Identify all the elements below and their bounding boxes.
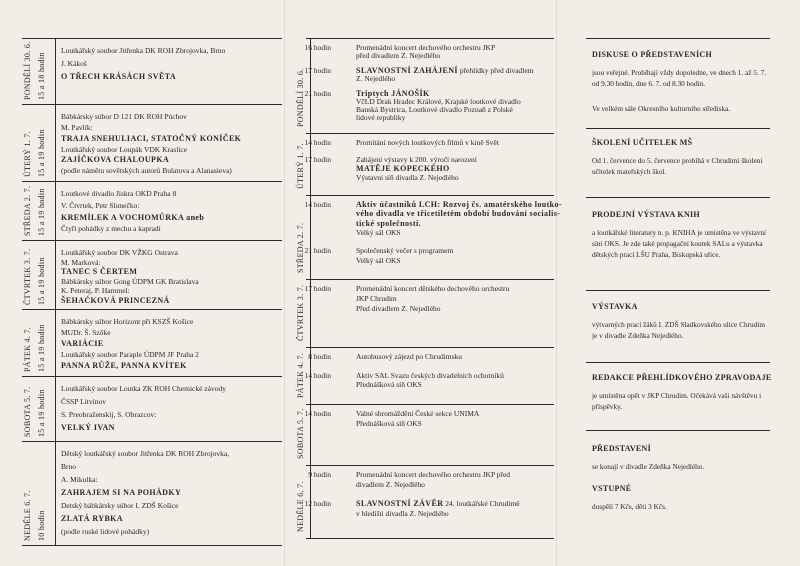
event-title-text: vého divadla ve třicetiletém období budování socialis- — [356, 209, 561, 219]
info-text: jsou veřejné. Probíhají vždy dopoledne, ve dnech 1. až 5. 7. od 9.30 hodin, dne 6. 7. od 8.30 hodin. — [592, 68, 767, 88]
middle-day-label-text: PÁTEK 4. 7. — [296, 352, 305, 398]
info-divider — [586, 38, 770, 39]
performance-title-text: KREMÍLEK A VOCHOMŮRKA aneb — [61, 212, 205, 222]
info-divider — [586, 362, 770, 363]
middle-day-label-text: ČTVRTEK 3. 7. — [296, 284, 305, 341]
event-hour: 21 hodin — [304, 246, 331, 256]
event-line — [356, 51, 440, 61]
performance-line-text: A. Mikulka: — [61, 475, 98, 484]
performance-line-text: Loutkářský soubor Paraple ÚDPM JF Praha 2 — [61, 350, 199, 359]
info-text: se konají v divadle Zdeňka Nejedlého. — [592, 462, 705, 471]
performance-line — [61, 277, 199, 287]
left-vertical-rule — [55, 38, 56, 545]
event-line-text: Velký sál OKS — [356, 228, 401, 238]
event-line-text: Velký sál OKS — [356, 255, 401, 265]
event-line-text: Přednášková síň OKS — [356, 380, 422, 390]
info-text: dospělí 7 Kčs, děti 3 Kčs. — [592, 502, 667, 511]
performance-line-text: Bábkársky súbor D 121 DK ROH Púchov — [61, 112, 187, 121]
performance-line-text: ČSSP Litvínov — [61, 397, 106, 406]
info-heading: PRODEJNÍ VÝSTAVA KNIH — [592, 210, 700, 219]
event-hour: 8 hodin — [308, 352, 331, 361]
left-day-label-text: STŘEDA 2. 7. — [23, 185, 32, 236]
performance-line — [61, 59, 87, 69]
event-line-text: Z. Nejedlého — [356, 73, 396, 83]
performance-line-text: Detský bábkársky súbor I. ZDŠ Košice — [61, 501, 179, 510]
event-line-text: před divadlem Z. Nejedlého — [356, 50, 441, 60]
left-divider — [22, 376, 282, 377]
performance-title — [61, 267, 137, 277]
performance-line — [61, 317, 193, 327]
left-day-label-hours-text: 15 a 19 hodin — [37, 257, 46, 305]
performance-line — [61, 189, 176, 199]
event-line-text: Před divadlem Z. Nejedlého — [356, 304, 441, 313]
middle-day-label-text: ÚTERÝ 1. 7. — [296, 143, 305, 189]
middle-divider — [306, 347, 554, 348]
performance-line-text: K. Peteraj, P. Hammel: — [61, 286, 130, 295]
info-heading: REDAKCE PŘEHLÍDKOVÉHO ZPRAVODAJE — [592, 373, 772, 382]
performance-line-text: M. Marková: — [61, 257, 101, 267]
event-hour: 17 hodin — [304, 284, 331, 293]
performance-line — [61, 449, 229, 459]
performance-line-text: Čtyři pohádky z mechu a kapradí — [61, 224, 161, 234]
performance-line — [61, 328, 111, 338]
event-hour: 17 hodin — [304, 66, 331, 76]
event-title-text: tické společnosti. — [356, 218, 421, 228]
left-day-label-hours-text: 15 a 19 hodin — [37, 129, 46, 177]
left-day-label-text: PONDĚLÍ 30. 6. — [23, 41, 32, 100]
performance-line-text: V. Čtvrtek, Petr Slunečko: — [61, 200, 140, 210]
event-line — [356, 371, 504, 381]
performance-line — [61, 258, 101, 268]
middle-day-label-text: STŘEDA 2. 7. — [296, 222, 305, 273]
event-hour: 16 hodin — [304, 43, 331, 52]
performance-title-text: PANNA RŮŽE, PANNA KVÍTEK — [61, 361, 187, 370]
event-title — [356, 209, 560, 219]
performance-line-text: Loutkové divadlo Jiskra OKD Praha 8 — [61, 189, 177, 198]
event-hour: 14 hodin — [304, 200, 331, 209]
left-divider — [22, 38, 282, 39]
event-line — [356, 228, 401, 238]
info-heading: PŘEDSTAVENÍ — [592, 444, 652, 453]
event-line-text: JKP Chrudim — [356, 294, 397, 303]
performance-line — [61, 145, 187, 155]
info-heading: DISKUSE O PŘEDSTAVENÍCH — [592, 50, 712, 59]
left-divider — [22, 104, 282, 105]
performance-line-text: S. Preobraženskij, S. Obrazcov: — [61, 410, 157, 419]
performance-line-text: Dětský loutkářský soubor Jitřenka DK ROH Zbrojovka, — [61, 449, 230, 458]
event-title — [356, 219, 421, 229]
info-divider — [586, 430, 770, 431]
event-line — [356, 113, 405, 123]
event-line-text: Aktiv SAL Svazu českých divadelních ochotníků — [356, 370, 504, 380]
performance-line — [61, 112, 187, 122]
left-day-label-text: PÁTEK 4. 7. — [23, 326, 32, 372]
event-title-text: SLAVNOSTNÍ ZÁVĚR — [356, 499, 444, 508]
performance-title — [61, 155, 169, 165]
event-line — [356, 409, 479, 419]
performance-line-text: MUDr. Š. Szőke — [61, 328, 111, 337]
event-line-text: Zahájení výstavy k 200. výročí narození — [356, 155, 477, 165]
event-line-text: lidové republiky — [356, 112, 406, 122]
event-line — [356, 480, 425, 490]
middle-divider — [306, 404, 554, 405]
performance-title — [61, 423, 115, 433]
event-line — [356, 284, 509, 294]
event-line-text: Promenádní koncert dětského dechového orchestru — [356, 284, 510, 293]
event-line — [356, 470, 510, 480]
performance-line — [61, 286, 130, 296]
middle-day-label-text: PONDĚLÍ 30. 6. — [296, 68, 305, 127]
performance-line-text: (podle ruské lidové pohádky) — [61, 527, 150, 536]
performance-line — [61, 224, 161, 234]
performance-title-text: ZAJÍČKOVA CHALOUPKA — [61, 155, 170, 165]
performance-title-text: VARIÁCIE — [61, 339, 104, 348]
info-text: je umístěna opět v JKP Chrudim. Očekává vaši návštěvu i příspěvky. — [592, 391, 762, 411]
event-hour: 12 hodin — [304, 499, 331, 508]
left-divider — [22, 181, 282, 182]
left-divider — [22, 441, 282, 442]
event-line-text: Valné shromáždění České sekce UNIMA — [356, 409, 480, 418]
info-divider — [586, 128, 770, 129]
performance-title — [61, 339, 104, 349]
left-divider — [22, 240, 282, 241]
info-text: Ve velkém sále Okresního kulturního střediska. — [592, 104, 731, 113]
info-heading: ŠKOLENÍ UČITELEK MŠ — [592, 138, 693, 147]
performance-title-text: ZAHRAJEM SI NA POHÁDKY — [61, 488, 182, 497]
middle-day-label-text: SOBOTA 5. 7. — [296, 408, 305, 459]
info-text: Od 1. července do 5. července probíhá v Chrudimi školení učitelek mateřských škol. — [592, 156, 763, 176]
event-line-text: Autobusový zájezd po Chrudimsku — [356, 352, 463, 361]
performance-line-text: Brno — [61, 462, 76, 471]
event-line — [356, 294, 397, 304]
middle-divider — [306, 38, 554, 39]
event-title-text: Aktiv účastníků LCH: Rozvoj čs. amatérského loutko- — [356, 200, 562, 209]
event-title — [356, 499, 520, 509]
event-line — [356, 138, 499, 148]
event-line — [356, 419, 422, 429]
performance-line — [61, 462, 76, 472]
performance-line-text: Bábkársky súbor Horizont při KSZŠ Košice — [61, 317, 194, 326]
event-hour: 14 hodin — [304, 409, 331, 418]
event-line — [356, 304, 441, 314]
event-line — [356, 380, 422, 390]
performance-line — [61, 350, 199, 360]
performance-title — [61, 296, 170, 306]
event-line-text: Přednášková síň OKS — [356, 419, 422, 428]
panel-events — [286, 0, 562, 566]
performance-title-text: TRAJA SNEHULIACI, STATOČNÝ KONÍČEK — [61, 133, 242, 143]
performance-line — [61, 248, 178, 258]
event-title-text: MATĚJE KOPECKÉHO — [356, 164, 450, 173]
event-hour: 17 hodin — [304, 155, 331, 165]
performance-line — [61, 410, 156, 420]
event-hour: 9 hodin — [308, 470, 331, 479]
panel-performances — [0, 0, 284, 566]
event-line-text: Společenský večer s programem — [356, 246, 454, 256]
info-divider — [586, 290, 770, 291]
middle-divider — [306, 465, 554, 466]
event-title-text: Triptych JÁNOŠÍK — [356, 89, 430, 99]
info-text: výtvarných prací žáků I. ZDŠ Sladkovského ulice Chrudim je v divadle Zdeňka Nejedlého. — [592, 320, 766, 340]
event-line-text: Výstavní síň divadla Z. Nejedlého — [356, 172, 459, 182]
performance-title-text: TANEC S ČERTEM — [61, 267, 138, 276]
event-title-rest: 24. loutkářské Chrudimě — [443, 499, 520, 508]
performance-title — [61, 514, 123, 524]
event-line-text: v hledišti divadla Z. Nejedlého — [356, 509, 449, 518]
event-title-rest: přehlídky před divadlem — [457, 66, 534, 76]
left-day-label-text: SOBOTA 5. 7. — [23, 386, 32, 437]
panel-information — [558, 0, 800, 566]
event-hour: 21 hodin — [304, 89, 331, 99]
middle-day-label-text: NEDĚLE 6. 7. — [296, 481, 305, 532]
performance-line — [61, 201, 139, 211]
left-day-label-hours-text: 10 hodin — [37, 510, 46, 541]
event-line-text: divadlem Z. Nejedlého — [356, 480, 425, 489]
event-line — [356, 246, 453, 256]
event-line — [356, 352, 462, 362]
left-day-label-text: NEDĚLE 6. 7. — [23, 490, 32, 541]
event-line-text: Promítání nových loutkových filmů v kině Svět — [356, 138, 499, 147]
info-text: a loutkářské literatury n. p. KNIHA je umístěna ve výstavní síni OKS. Je zde také propagační koutek SALu a výstavka dětských prací LŠU Praha, Biskupská ulice. — [592, 228, 767, 259]
event-title — [356, 200, 562, 210]
performance-line-text: Loutkářský soubor DK VŽKG Ostrava — [61, 248, 178, 257]
event-line — [356, 173, 459, 183]
event-line-text: Banská Bystrica, Loutkové divadlo Poznaň z Polské — [356, 104, 513, 114]
left-day-label-text: ČTVRTEK 3. 7. — [23, 248, 32, 305]
left-day-label-hours-text: 15 a 18 hodin — [37, 52, 46, 100]
event-title-text: SLAVNOSTNÍ ZAHÁJENÍ — [356, 66, 458, 76]
event-hour: 14 hodin — [304, 370, 331, 380]
performance-line-text: (podle námětu sovětských autorů Bulatova a Alanasieva) — [61, 166, 232, 176]
event-line-text: Promenádní koncert dechového orchestru JKP před — [356, 470, 511, 479]
performance-title — [61, 361, 187, 371]
event-hour: 14 hodin — [304, 138, 331, 147]
performance-line — [61, 123, 93, 133]
performance-title-text: ZLATÁ RYBKA — [61, 514, 123, 523]
performance-line-text: Bábkársky súbor Gong ÚDPM GK Bratislava — [61, 276, 199, 286]
performance-line — [61, 527, 149, 537]
left-day-label-hours-text: 15 a 19 hodin — [37, 389, 46, 437]
performance-line-text: M. Pavlík: — [61, 122, 93, 132]
info-heading: VÝSTAVKA — [592, 302, 638, 311]
performance-title-text: ŠEHAĆKOVÁ PRINCEZNÁ — [61, 295, 170, 305]
left-divider — [22, 545, 282, 546]
middle-divider — [306, 133, 554, 134]
performance-line — [61, 46, 225, 56]
info-heading: VSTUPNÉ — [592, 484, 632, 493]
performance-title — [61, 213, 204, 223]
event-line — [356, 256, 401, 266]
performance-line-text: Loutkářský soubor Loutka ZK ROH Chemické závody — [61, 384, 226, 393]
event-line — [356, 74, 395, 84]
event-line — [356, 509, 449, 519]
middle-divider — [306, 279, 554, 280]
left-day-label-hours-text: 15 a 19 hodin — [37, 188, 46, 236]
event-line-text: Promenádní koncert dechového orchestru JKP — [356, 43, 496, 52]
performance-line — [61, 166, 232, 176]
performance-title — [61, 72, 176, 82]
event-line-text: VčLD Drak Hradec Králové, Krajské loutkové divadlo — [356, 97, 521, 107]
middle-divider — [306, 538, 554, 539]
performance-line-text: Loutkářský soubor Loupák VDK Kraslice — [61, 144, 188, 154]
performance-line — [61, 475, 98, 485]
performance-line — [61, 397, 106, 407]
performance-title-text: O TŘECH KRÁSÁCH SVĚTA — [61, 72, 177, 81]
performance-title-text: VELKÝ IVAN — [61, 423, 115, 432]
performance-line-text: Loutkářský soubor Jitřenka DK ROH Zbrojovka, Brno — [61, 46, 226, 55]
performance-line-text: J. Kákoš — [61, 59, 87, 68]
left-divider — [22, 309, 282, 310]
performance-line — [61, 384, 226, 394]
performance-title — [61, 488, 181, 498]
info-divider — [586, 197, 770, 198]
performance-line — [61, 501, 178, 511]
left-day-label-hours-text: 15 a 19 hodin — [37, 324, 46, 372]
performance-title — [61, 134, 241, 144]
left-day-label-text: ÚTERÝ 1. 7. — [23, 131, 32, 177]
middle-divider — [306, 195, 554, 196]
